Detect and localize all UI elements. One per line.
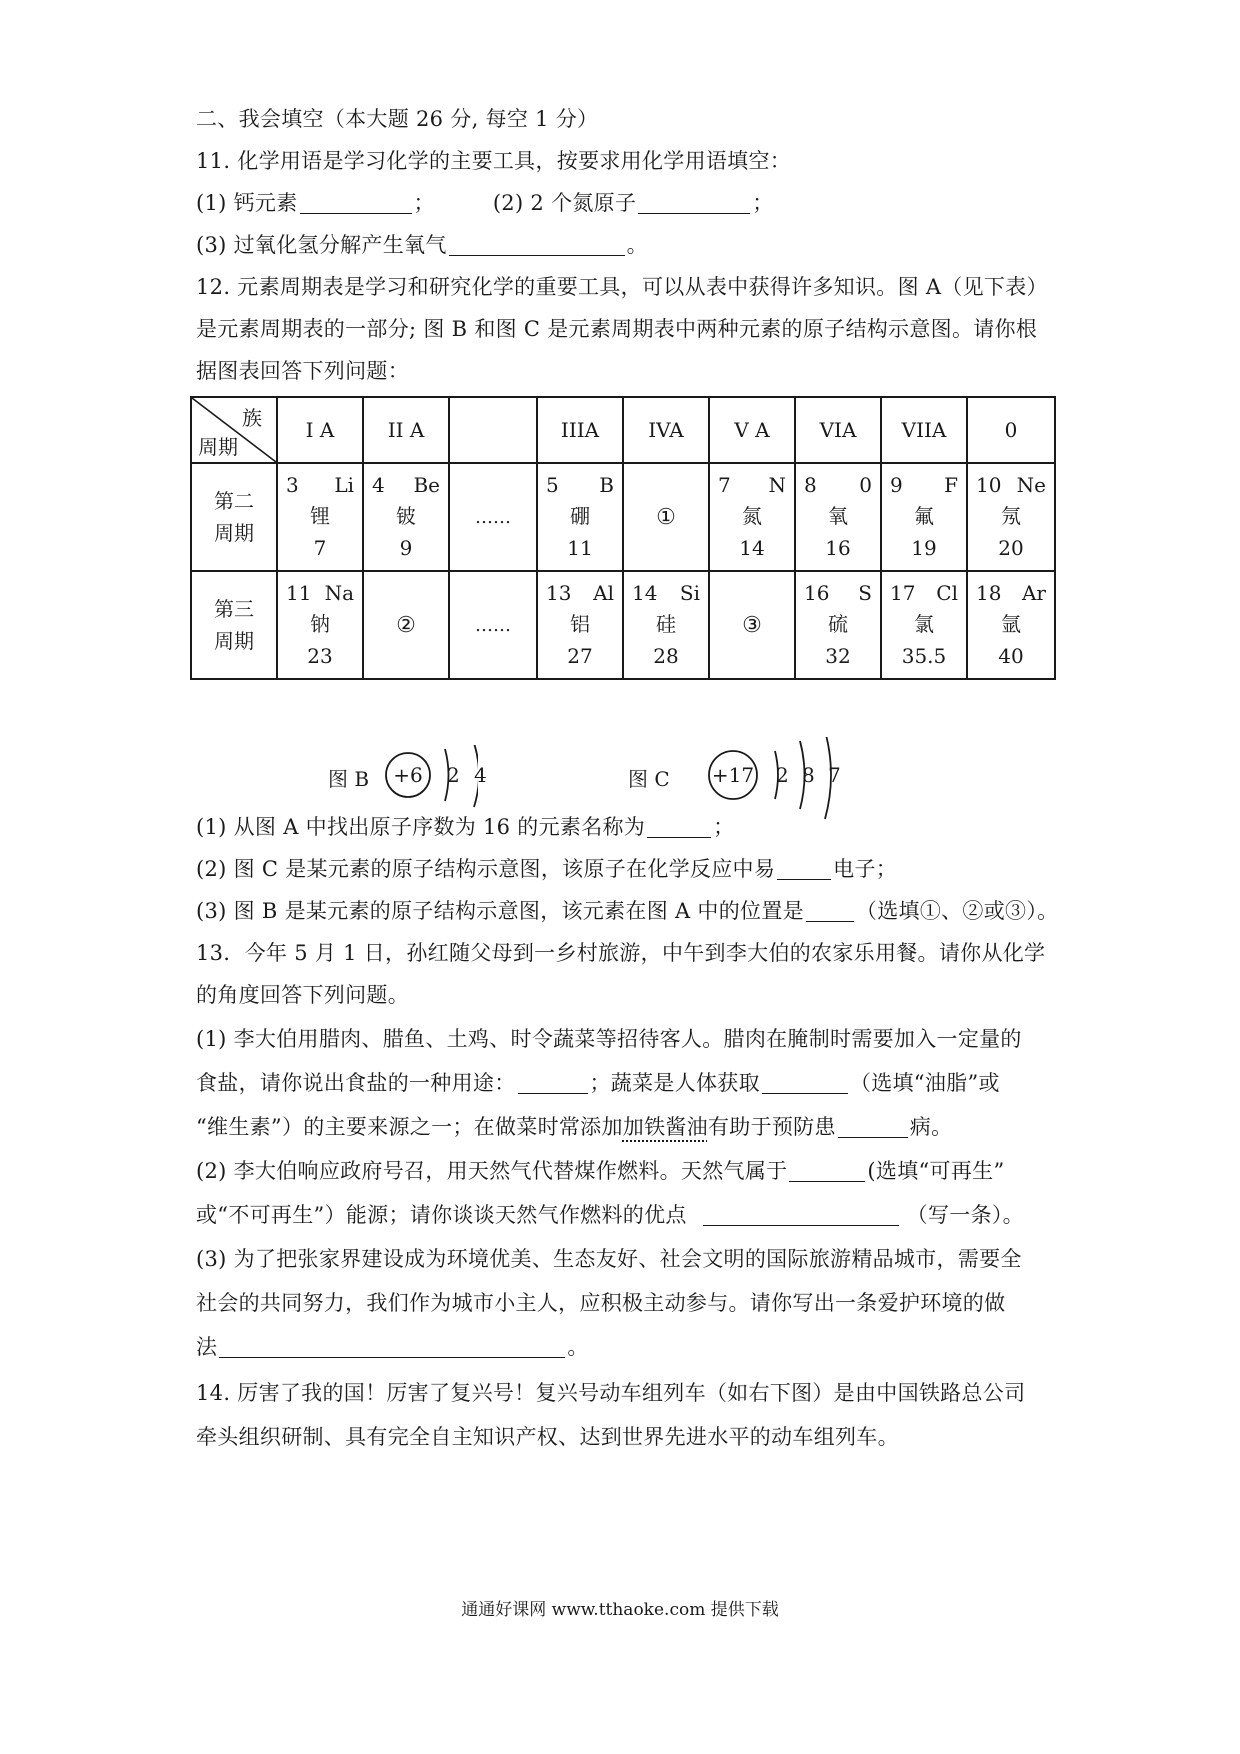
- atomic-mass: 14: [739, 536, 765, 560]
- element-cell: [881, 463, 967, 571]
- atomic-mass: 20: [998, 536, 1024, 560]
- period3-label: [191, 571, 277, 679]
- q11-part1-end: ；: [413, 191, 435, 215]
- element-name: 氮: [742, 504, 762, 528]
- element-symbol: N: [768, 473, 786, 497]
- q13-line-7: [196, 1200, 1024, 1230]
- ellipsis-cell: ……: [449, 571, 537, 679]
- group-header: VIA: [795, 397, 881, 463]
- group-header: IIIA: [537, 397, 623, 463]
- element-name: 铝: [570, 612, 590, 636]
- period3-label-line1: 第三: [214, 597, 254, 621]
- group-header: II A: [363, 397, 449, 463]
- element-symbol: Na: [324, 581, 354, 605]
- q12-sub3-text: (3) 图 B 是某元素的原子结构示意图，该元素在图 A 中的位置是: [196, 899, 804, 923]
- element-symbol: B: [599, 473, 614, 497]
- q13-line4-c: （选填“油脂”或: [849, 1071, 1000, 1095]
- periodic-table: [190, 396, 1056, 680]
- q12-line-2: 是元素周期表的一部分; 图 B 和图 C 是元素周期表中两种元素的原子结构示意图。请你根: [196, 317, 1038, 341]
- q13-line6-b: (选填“可再生”: [867, 1159, 1005, 1183]
- q13-line10-b: 。: [567, 1335, 589, 1359]
- element-name: 氟: [914, 504, 934, 528]
- element-cell: [277, 463, 363, 571]
- element-name: 锂: [310, 504, 330, 528]
- group-header: V A: [709, 397, 795, 463]
- atomic-number: 3: [286, 473, 299, 497]
- figure-c-label: 图 C: [628, 767, 670, 791]
- element-symbol: Be: [413, 473, 440, 497]
- q12-sub3-end: （选填①、②或③）。: [855, 899, 1059, 923]
- element-cell: [537, 463, 623, 571]
- atomic-number: 7: [718, 473, 731, 497]
- q13-line4-a: 食盐，请你说出食盐的一种用途：: [196, 1071, 516, 1095]
- q11-stem: 11. 化学用语是学习化学的主要工具，按要求用化学用语填空：: [196, 149, 792, 173]
- q13-blank-nutrient[interactable]: [762, 1071, 848, 1094]
- element-name: 硅: [656, 612, 676, 636]
- q13-blank-environment[interactable]: [219, 1335, 565, 1358]
- element-symbol: S: [858, 581, 872, 605]
- q11-part2-label: (2) 2 个氮原子: [492, 191, 637, 215]
- q11-part3-end: 。: [626, 233, 648, 257]
- atomic-mass: 40: [998, 644, 1024, 668]
- footer-source: 通通好课网 www.tthaoke.com 提供下载: [461, 1600, 779, 1620]
- element-name: 氖: [1001, 504, 1021, 528]
- atomic-mass: 32: [825, 644, 851, 668]
- section-title: 二、我会填空（本大题 26 分, 每空 1 分）: [196, 107, 599, 131]
- atomic-mass: 23: [307, 644, 333, 668]
- q13-blank-disease[interactable]: [838, 1115, 908, 1138]
- q13-line6-a: (2) 李大伯响应政府号召，用天然气代替煤作燃料。天然气属于: [196, 1159, 788, 1183]
- q13-line7-b: （写一条）。: [906, 1203, 1024, 1227]
- period3-label-line2: 周期: [214, 629, 254, 653]
- element-symbol: 0: [859, 473, 872, 497]
- blank-position-marker: ③: [709, 571, 795, 679]
- q13-line-5: [196, 1112, 952, 1142]
- element-symbol: Li: [334, 473, 354, 497]
- element-name: 氯: [914, 612, 934, 636]
- atomic-number: 4: [372, 473, 385, 497]
- figure-c-shell-2: 8: [802, 763, 815, 787]
- q13-line-9: 社会的共同努力，我们作为城市小主人，应积极主动参与。请你写出一条爱护环境的做: [196, 1291, 1006, 1315]
- period2-label-line2: 周期: [214, 521, 254, 545]
- group-header: I A: [277, 397, 363, 463]
- atomic-mass: 16: [825, 536, 851, 560]
- element-cell: [363, 463, 449, 571]
- q12-sub2: [196, 854, 897, 884]
- q12-sub2-end: 电子；: [833, 857, 898, 881]
- q12-blank-1[interactable]: [647, 815, 711, 838]
- element-cell: [277, 571, 363, 679]
- q11-blank-3[interactable]: [449, 233, 625, 256]
- q11-part2-end: ；: [752, 191, 774, 215]
- q12-blank-3[interactable]: [806, 899, 854, 922]
- atomic-mass: 28: [653, 644, 679, 668]
- q11-part3-label: (3) 过氧化氢分解产生氧气: [196, 233, 447, 257]
- element-name: 氩: [1001, 612, 1021, 636]
- atomic-mass: 35.5: [901, 644, 947, 668]
- element-cell: [623, 571, 709, 679]
- atomic-number: 10: [976, 473, 1002, 497]
- q13-line-3: (1) 李大伯用腊肉、腊鱼、土鸡、时令蔬菜等招待客人。腊肉在腌制时需要加入一定量的: [196, 1027, 1022, 1051]
- element-symbol: Ne: [1016, 473, 1046, 497]
- element-name: 硫: [828, 612, 848, 636]
- q14-line-1: 14. 厉害了我的国！厉害了复兴号！复兴号动车组列车（如右下图）是由中国铁路总公司: [196, 1381, 1026, 1405]
- q13-blank-salt-use[interactable]: [518, 1071, 588, 1094]
- q13-line5-a: “维生素”）的主要来源之一；在做菜时常添加: [196, 1115, 623, 1139]
- ellipsis-cell: ……: [449, 463, 537, 571]
- element-cell: [795, 463, 881, 571]
- atomic-number: 16: [804, 581, 830, 605]
- element-cell: [795, 571, 881, 679]
- element-cell: [967, 463, 1055, 571]
- element-symbol: Al: [593, 581, 614, 605]
- element-name: 硼: [570, 504, 590, 528]
- figure-b-shell-1: 2: [447, 763, 460, 787]
- q13-line5-d: 病。: [909, 1115, 953, 1139]
- figure-c-shell-3: 7: [828, 763, 841, 787]
- q12-sub3: [196, 896, 1058, 926]
- period2-label-line1: 第二: [214, 489, 254, 513]
- q13-line5-c: 有助于预防患: [707, 1115, 836, 1139]
- element-symbol: Si: [679, 581, 700, 605]
- q13-line-6: [196, 1156, 1005, 1186]
- q12-sub1-end: ；: [713, 815, 735, 839]
- element-cell: [881, 571, 967, 679]
- element-name: 氧: [828, 504, 848, 528]
- q13-line-1: 13．今年 5 月 1 日，孙红随父母到一乡村旅游，中午到李大伯的农家乐用餐。请你从化学: [196, 941, 1046, 965]
- atomic-number: 18: [976, 581, 1002, 605]
- q12-blank-2[interactable]: [777, 857, 831, 880]
- q11-row1: [196, 188, 774, 218]
- atomic-number: 11: [286, 581, 312, 605]
- figure-c-nucleus: +17: [711, 763, 755, 787]
- group-header: 0: [967, 397, 1055, 463]
- blank-position-marker: ①: [623, 463, 709, 571]
- group-header: IVA: [623, 397, 709, 463]
- element-symbol: F: [944, 473, 958, 497]
- corner-group-label: 族: [242, 406, 262, 430]
- atomic-number: 14: [632, 581, 658, 605]
- element-cell: [709, 463, 795, 571]
- q11-part1-label: (1) 钙元素: [196, 191, 298, 215]
- group-header: VIIA: [881, 397, 967, 463]
- q13-blank-renewable[interactable]: [789, 1159, 865, 1182]
- blank-position-marker: ②: [363, 571, 449, 679]
- group-header: [449, 397, 537, 463]
- q13-iron-soy-sauce: 加铁酱油: [622, 1115, 708, 1139]
- q13-line-2: 的角度回答下列问题。: [196, 983, 409, 1007]
- atomic-number: 9: [890, 473, 903, 497]
- atomic-number: 8: [804, 473, 817, 497]
- q12-sub2-text: (2) 图 C 是某元素的原子结构示意图，该原子在化学反应中易: [196, 857, 776, 881]
- q12-sub1-text: (1) 从图 A 中找出原子序数为 16 的元素名称为: [196, 815, 646, 839]
- q13-line-8: (3) 为了把张家界建设成为环境优美、生态友好、社会文明的国际旅游精品城市，需要全: [196, 1247, 1022, 1271]
- element-symbol: Cl: [936, 581, 958, 605]
- element-name: 铍: [396, 504, 416, 528]
- q12-line-3: 据图表回答下列问题：: [196, 359, 409, 383]
- q14-line-2: 牵头组织研制、具有完全自主知识产权、达到世界先进水平的动车组列车。: [196, 1425, 899, 1449]
- figure-b-shell-2: 4: [474, 763, 487, 787]
- q12-line-1: 12. 元素周期表是学习和研究化学的重要工具，可以从表中获得许多知识。图 A（见下表）: [196, 275, 1048, 299]
- atomic-mass: 27: [567, 644, 593, 668]
- element-cell: [537, 571, 623, 679]
- element-name: 钠: [310, 612, 330, 636]
- q13-line-4: [196, 1068, 1000, 1098]
- figure-b-nucleus: +6: [393, 763, 423, 787]
- q11-row2: [196, 230, 648, 260]
- atomic-mass: 19: [911, 536, 937, 560]
- figure-b-label: 图 B: [328, 767, 370, 791]
- q13-line10-a: 法: [196, 1335, 218, 1359]
- period2-label: [191, 463, 277, 571]
- q11-blank-1[interactable]: [300, 191, 412, 214]
- atomic-number: 5: [546, 473, 559, 497]
- q12-sub1: [196, 812, 734, 842]
- corner-period-label: 周期: [198, 435, 238, 459]
- atomic-mass: 7: [313, 536, 327, 560]
- element-symbol: Ar: [1021, 581, 1046, 605]
- atomic-mass: 9: [399, 536, 413, 560]
- atomic-number: 13: [546, 581, 572, 605]
- q11-blank-2[interactable]: [638, 191, 750, 214]
- table-corner: [191, 397, 277, 463]
- atomic-mass: 11: [567, 536, 593, 560]
- q13-line4-b: ；蔬菜是人体获取: [589, 1071, 760, 1095]
- q13-line-10: [196, 1332, 589, 1362]
- atomic-number: 17: [890, 581, 916, 605]
- q13-line7-a: 或“不可再生”）能源；请你谈谈天然气作燃料的优点: [196, 1203, 687, 1227]
- q13-blank-advantage[interactable]: [703, 1203, 899, 1226]
- figure-c-shell-1: 2: [776, 763, 789, 787]
- element-cell: [967, 571, 1055, 679]
